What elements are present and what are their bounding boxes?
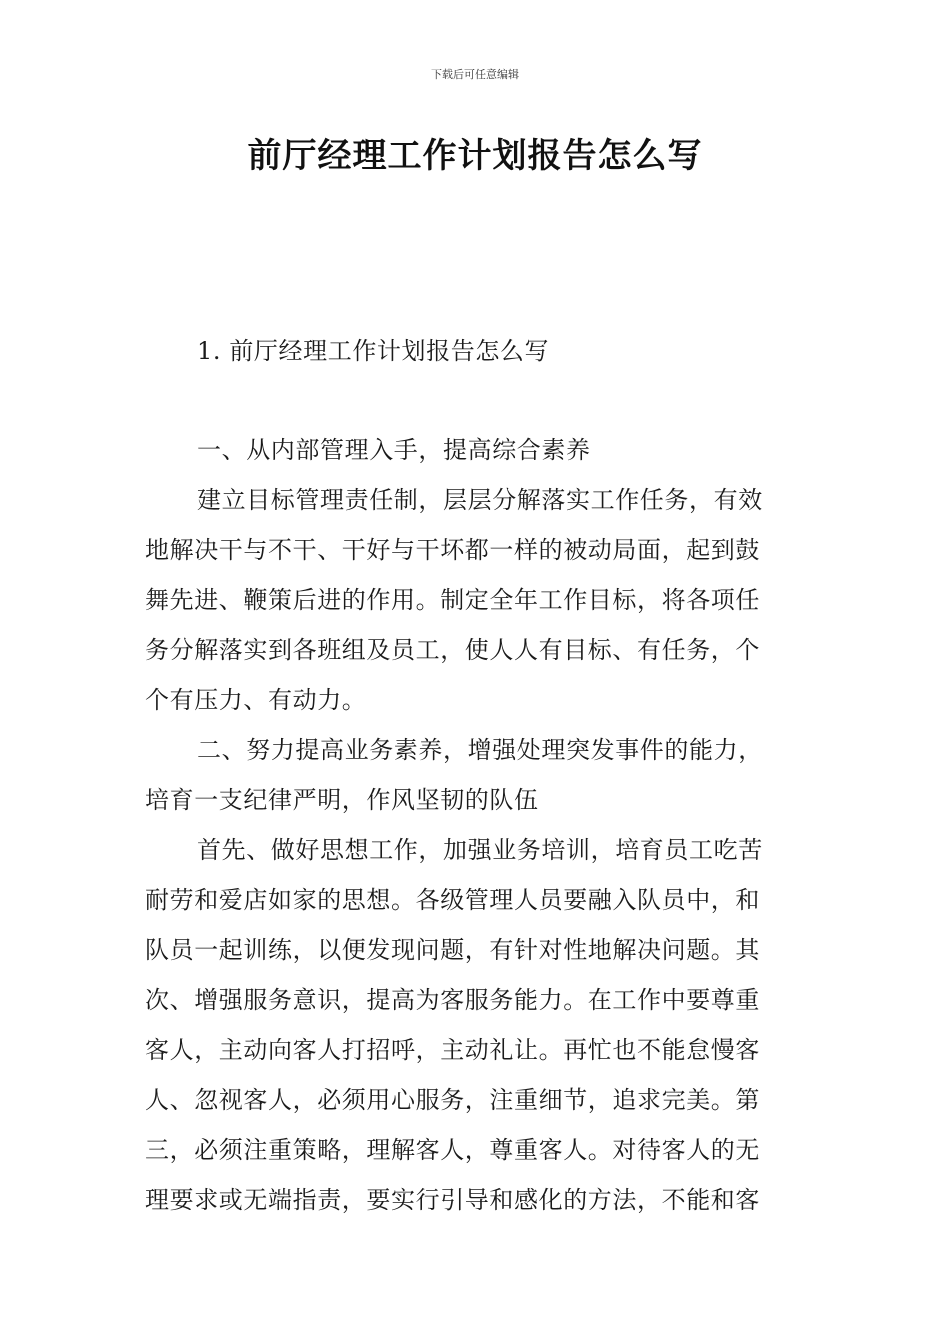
body-line: 客人，主动向客人打招呼，主动礼让。再忙也不能怠慢客 bbox=[145, 1036, 760, 1064]
body-line: 舞先进、鞭策后进的作用。制定全年工作目标，将各项任 bbox=[145, 586, 760, 614]
body-line: 队员一起训练，以便发现问题，有针对性地解决问题。其 bbox=[145, 936, 760, 964]
body-line: 务分解落实到各班组及员工，使人人有目标、有任务，个 bbox=[145, 636, 760, 664]
document-title: 前厅经理工作计划报告怎么写 bbox=[247, 136, 703, 176]
body-line: 次、增强服务意识，提高为客服务能力。在工作中要尊重 bbox=[145, 986, 760, 1014]
body-line: 地解决干与不干、干好与干坏都一样的被动局面，起到鼓 bbox=[145, 536, 760, 564]
body-line: 首先、做好思想工作，加强业务培训，培育员工吃苦 bbox=[197, 836, 763, 864]
body-line: 个有压力、有动力。 bbox=[145, 686, 367, 714]
body-line: 培育一支纪律严明，作风坚韧的队伍 bbox=[145, 786, 539, 814]
body-line: 耐劳和爱店如家的思想。各级管理人员要融入队员中，和 bbox=[145, 886, 760, 914]
body-paragraphs bbox=[145, 425, 810, 1225]
body-line: 人、忽视客人，必须用心服务，注重细节，追求完美。第 bbox=[145, 1086, 760, 1114]
header-note: 下载后可任意编辑 bbox=[431, 68, 519, 81]
section-subtitle-block bbox=[145, 326, 810, 376]
body-line: 理要求或无端指责，要实行引导和感化的方法，不能和客 bbox=[145, 1186, 760, 1214]
section-subtitle: 1. 前厅经理工作计划报告怎么写 bbox=[197, 337, 550, 365]
body-line: 二、努力提高业务素养，增强处理突发事件的能力， bbox=[197, 736, 763, 764]
body-line: 三，必须注重策略，理解客人，尊重客人。对待客人的无 bbox=[145, 1136, 760, 1164]
body-line: 一、从内部管理入手，提高综合素养 bbox=[197, 436, 591, 464]
body-line: 建立目标管理责任制，层层分解落实工作任务，有效 bbox=[197, 486, 763, 514]
